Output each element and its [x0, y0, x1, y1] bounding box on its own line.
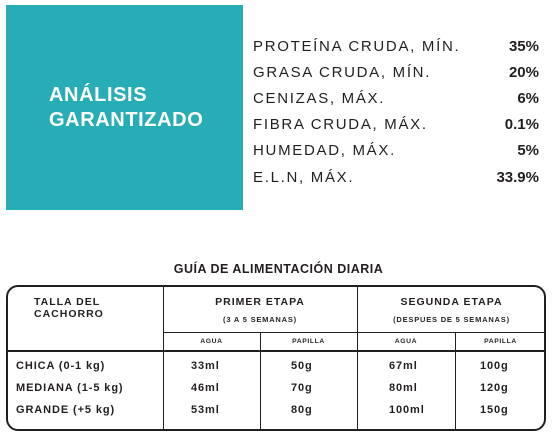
column-header-water: AGUA	[200, 338, 223, 345]
column-divider	[163, 287, 164, 429]
table-cell: 67ml	[389, 360, 418, 372]
analysis-value: 6%	[517, 89, 539, 107]
analysis-title	[49, 83, 203, 133]
analysis-list	[253, 33, 539, 190]
analysis-row	[253, 138, 539, 164]
stage1-subtitle: (3 A 5 SEMANAS)	[223, 315, 297, 324]
size-header-line1: TALLA DEL	[34, 296, 101, 308]
table-cell: 100g	[480, 360, 509, 372]
analysis-title-line1: ANÁLISIS	[49, 84, 148, 106]
analysis-row	[253, 164, 539, 190]
feeding-guide-title: GUÍA DE ALIMENTACIÓN DIARIA	[173, 262, 384, 276]
analysis-row	[253, 85, 539, 111]
stage2-subtitle: (DESPUES DE 5 SEMANAS)	[393, 315, 510, 324]
table-cell: 100ml	[389, 404, 425, 416]
column-header-papilla: PAPILLA	[484, 338, 517, 345]
column-header-papilla: PAPILLA	[292, 338, 325, 345]
table-cell: 80ml	[389, 382, 418, 394]
size-label: MEDIANA (1-5 kg)	[16, 382, 124, 394]
analysis-row	[253, 112, 539, 138]
analysis-title-line2: GARANTIZADO	[49, 109, 204, 131]
table-cell: 70g	[291, 382, 313, 394]
analysis-row	[253, 33, 539, 59]
stage1-title: PRIMER ETAPA	[215, 296, 305, 308]
column-divider	[357, 287, 358, 429]
analysis-label: CENIZAS, MÁX.	[253, 89, 386, 107]
table-cell: 33ml	[191, 360, 220, 372]
analysis-label: HUMEDAD, MÁX.	[253, 142, 396, 160]
size-label: GRANDE (+5 kg)	[16, 404, 116, 416]
table-cell: 80g	[291, 404, 313, 416]
stage2-title: SEGUNDA ETAPA	[400, 296, 503, 308]
analysis-label: E.L.N, MÁX.	[253, 168, 355, 186]
table-cell: 46ml	[191, 382, 220, 394]
analysis-label: GRASA CRUDA, MÍN.	[253, 63, 432, 81]
table-cell: 120g	[480, 382, 509, 394]
table-cell: 53ml	[191, 404, 220, 416]
analysis-label: FIBRA CRUDA, MÁX.	[253, 116, 428, 134]
analysis-value: 20%	[508, 63, 539, 81]
table-cell: 150g	[480, 404, 509, 416]
column-divider	[260, 332, 261, 429]
analysis-value: 0.1%	[504, 116, 539, 134]
size-label: CHICA (0-1 kg)	[16, 360, 106, 372]
subheader-divider	[163, 332, 546, 333]
column-header-water: AGUA	[394, 338, 418, 345]
analysis-label: PROTEÍNA CRUDA, MÍN.	[253, 37, 461, 55]
analysis-row	[253, 59, 539, 85]
analysis-value: 35%	[508, 37, 539, 55]
table-header-divider	[6, 350, 546, 352]
analysis-value: 5%	[517, 142, 539, 160]
size-header-line2: CACHORRO	[34, 308, 104, 320]
column-divider	[455, 332, 456, 429]
analysis-value: 33.9%	[496, 168, 539, 186]
table-cell: 50g	[291, 360, 313, 372]
